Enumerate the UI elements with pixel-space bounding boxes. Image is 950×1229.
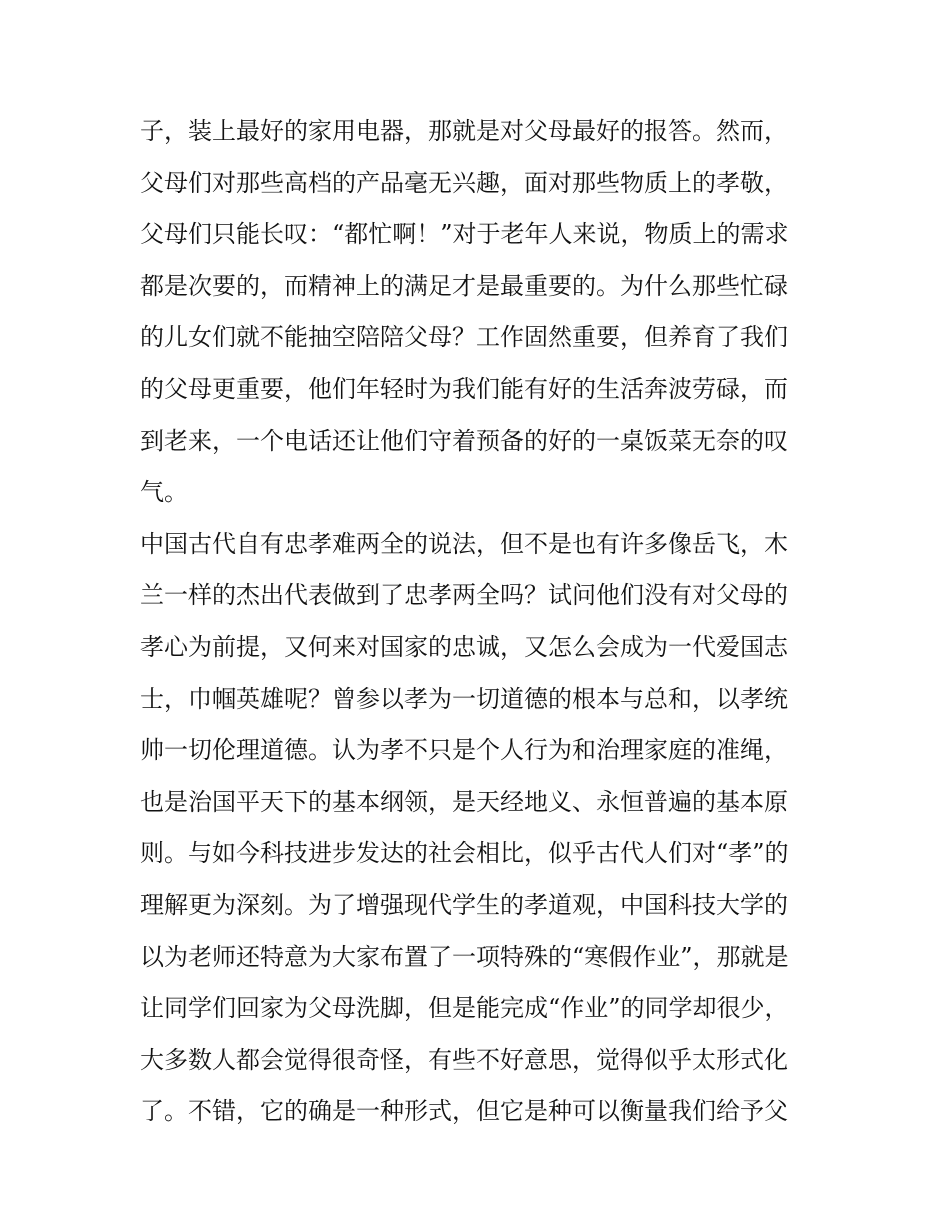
text-line: 气。 <box>140 478 188 507</box>
text-line: 了。不错，它的确是一种形式，但它是种可以衡量我们给予父 <box>140 1097 788 1126</box>
text-line: 的父母更重要，他们年轻时为我们能有好的生活奔波劳碌，而 <box>140 374 788 403</box>
text-line: 士，巾帼英雄呢？曾参以孝为一切道德的根本与总和，以孝统 <box>140 684 788 713</box>
text-line: 都是次要的，而精神上的满足才是最重要的。为什么那些忙碌 <box>140 271 788 300</box>
text-line: 父母们对那些高档的产品毫无兴趣，面对那些物质上的孝敬， <box>140 168 788 197</box>
text-line: 兰一样的杰出代表做到了忠孝两全吗？试问他们没有对父母的 <box>140 581 788 610</box>
text-line: 的儿女们就不能抽空陪陪父母？工作固然重要，但养育了我们 <box>140 323 788 352</box>
text-line: 中国古代自有忠孝难两全的说法，但不是也有许多像岳飞，木 <box>140 529 788 558</box>
text-line: 理解更为深刻。为了增强现代学生的孝道观，中国科技大学的 <box>140 890 788 919</box>
text-line: 大多数人都会觉得很奇怪，有些不好意思，觉得似乎太形式化 <box>140 1045 788 1074</box>
text-line: 也是治国平天下的基本纲领，是天经地义、永恒普遍的基本原 <box>140 787 788 816</box>
text-line: 子，装上最好的家用电器，那就是对父母最好的报答。然而， <box>140 117 788 145</box>
text-line: 以为老师还特意为大家布置了一项特殊的“寒假作业”，那就是 <box>140 942 789 971</box>
text-line: 则。与如今科技进步发达的社会相比，似乎古代人们对“孝”的 <box>140 839 789 868</box>
text-line: 父母们只能长叹：“都忙啊！”对于老年人来说，物质上的需求 <box>140 220 789 249</box>
text-line: 让同学们回家为父母洗脚，但是能完成“作业”的同学却很少， <box>140 994 789 1023</box>
text-line: 帅一切伦理道德。认为孝不只是个人行为和治理家庭的准绳， <box>140 736 788 765</box>
body-text <box>140 106 820 1138</box>
text-line: 到老来，一个电话还让他们守着预备的好的一桌饭菜无奈的叹 <box>140 426 788 455</box>
text-line: 孝心为前提，又何来对国家的忠诚，又怎么会成为一代爱国志 <box>140 632 788 661</box>
